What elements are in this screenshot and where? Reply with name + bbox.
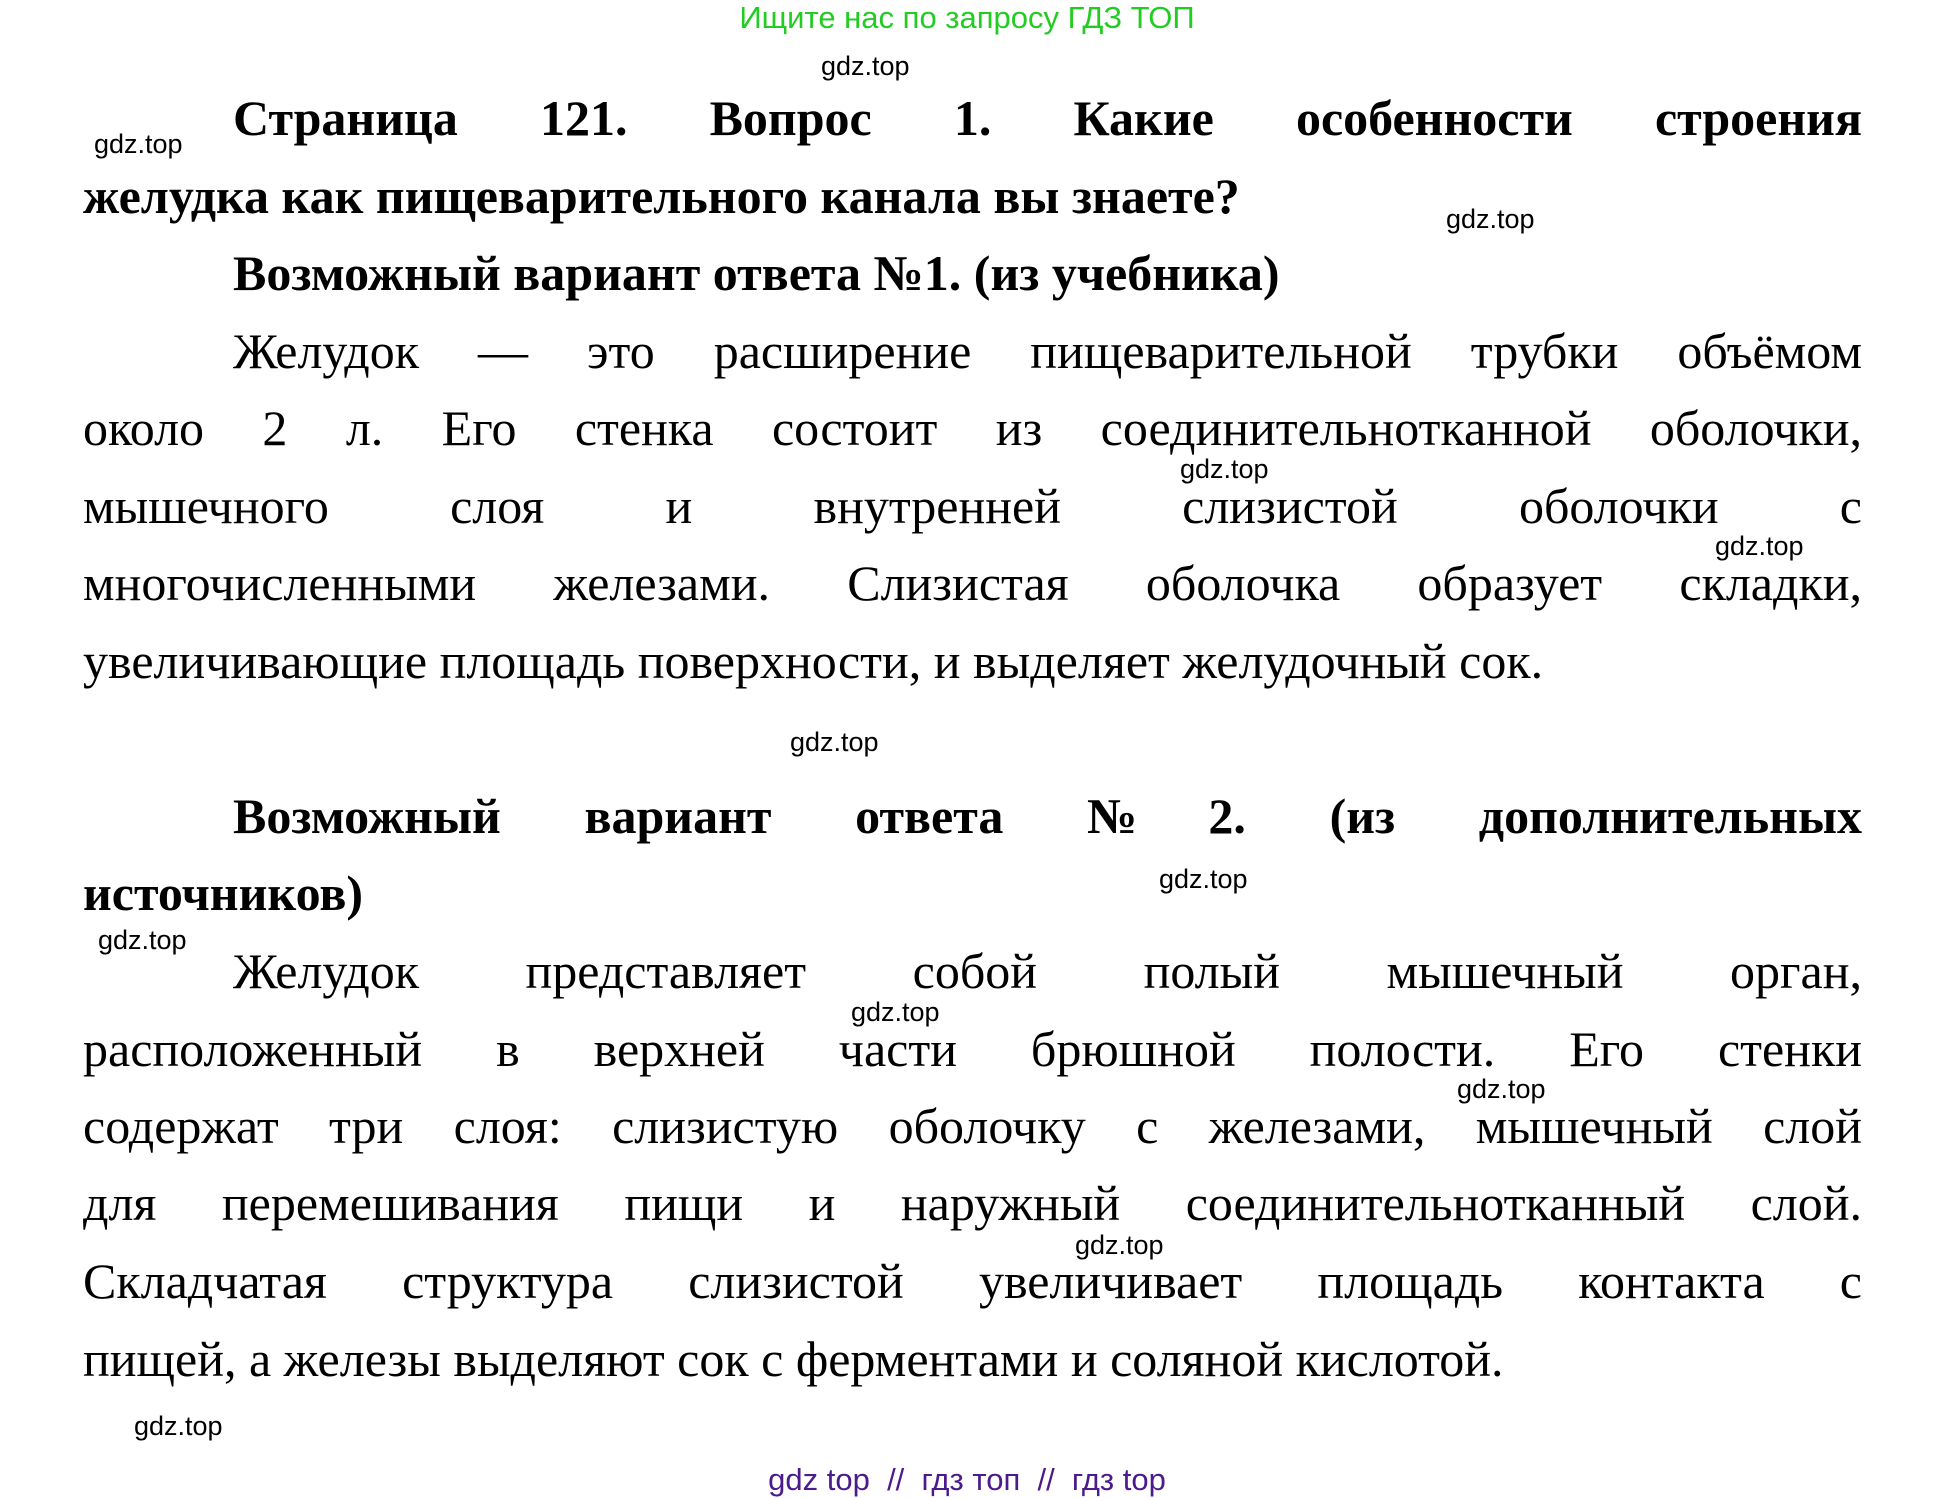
watermark: gdz.top [134, 1411, 223, 1441]
watermark: gdz.top [1075, 1230, 1164, 1260]
answer1-line: Желудок — это расширение пищеварительной трубки объёмом [233, 323, 1862, 379]
watermark: gdz.top [1159, 864, 1248, 894]
answer2-line: расположенный в верхней части брюшной полости. Его стенки [83, 1021, 1862, 1077]
answer1-line: увеличивающие площадь поверхности, и выделяет желудочный сок. [83, 633, 1544, 689]
watermark: gdz.top [1446, 204, 1535, 234]
watermark: gdz.top [98, 925, 187, 955]
search-banner: Ищите нас по запросу ГДЗ ТОП [739, 0, 1195, 35]
watermark: gdz.top [1180, 454, 1269, 484]
answer2-heading-line-2: источников) [83, 865, 363, 921]
answer1-line: мышечного слоя и внутренней слизистой оболочки с [83, 478, 1862, 534]
answer2-line: пищей, а железы выделяют сок с ферментами и соляной кислотой. [83, 1331, 1504, 1387]
question-line-2: желудка как пищеварительного канала вы знаете? [83, 168, 1240, 224]
answer1-heading: Возможный вариант ответа №1. (из учебника) [233, 245, 1280, 301]
footer-links: gdz top // гдз топ // гдз top [768, 1462, 1166, 1497]
answer2-line: содержат три слоя: слизистую оболочку с железами, мышечный слой [83, 1098, 1862, 1154]
question-line-1: Страница 121. Вопрос 1. Какие особенности строения [233, 90, 1862, 146]
answer2-line: Желудок представляет собой полый мышечный орган, [233, 943, 1862, 999]
watermark: gdz.top [1715, 531, 1804, 561]
watermark: gdz.top [851, 997, 940, 1027]
answer1-line: около 2 л. Его стенка состоит из соединительнотканной оболочки, [83, 400, 1862, 456]
answer2-line: для перемешивания пищи и наружный соединительнотканный слой. [83, 1175, 1862, 1231]
answer2-heading-line-1: Возможный вариант ответа №2. (из дополнительных [233, 788, 1862, 844]
watermark: gdz.top [1457, 1074, 1546, 1104]
watermark: gdz.top [94, 129, 183, 159]
watermark: gdz.top [790, 727, 879, 757]
answer2-line: Складчатая структура слизистой увеличивает площадь контакта с [83, 1253, 1862, 1309]
watermark: gdz.top [821, 51, 910, 81]
answer1-line: многочисленными железами. Слизистая оболочка образует складки, [83, 555, 1862, 611]
